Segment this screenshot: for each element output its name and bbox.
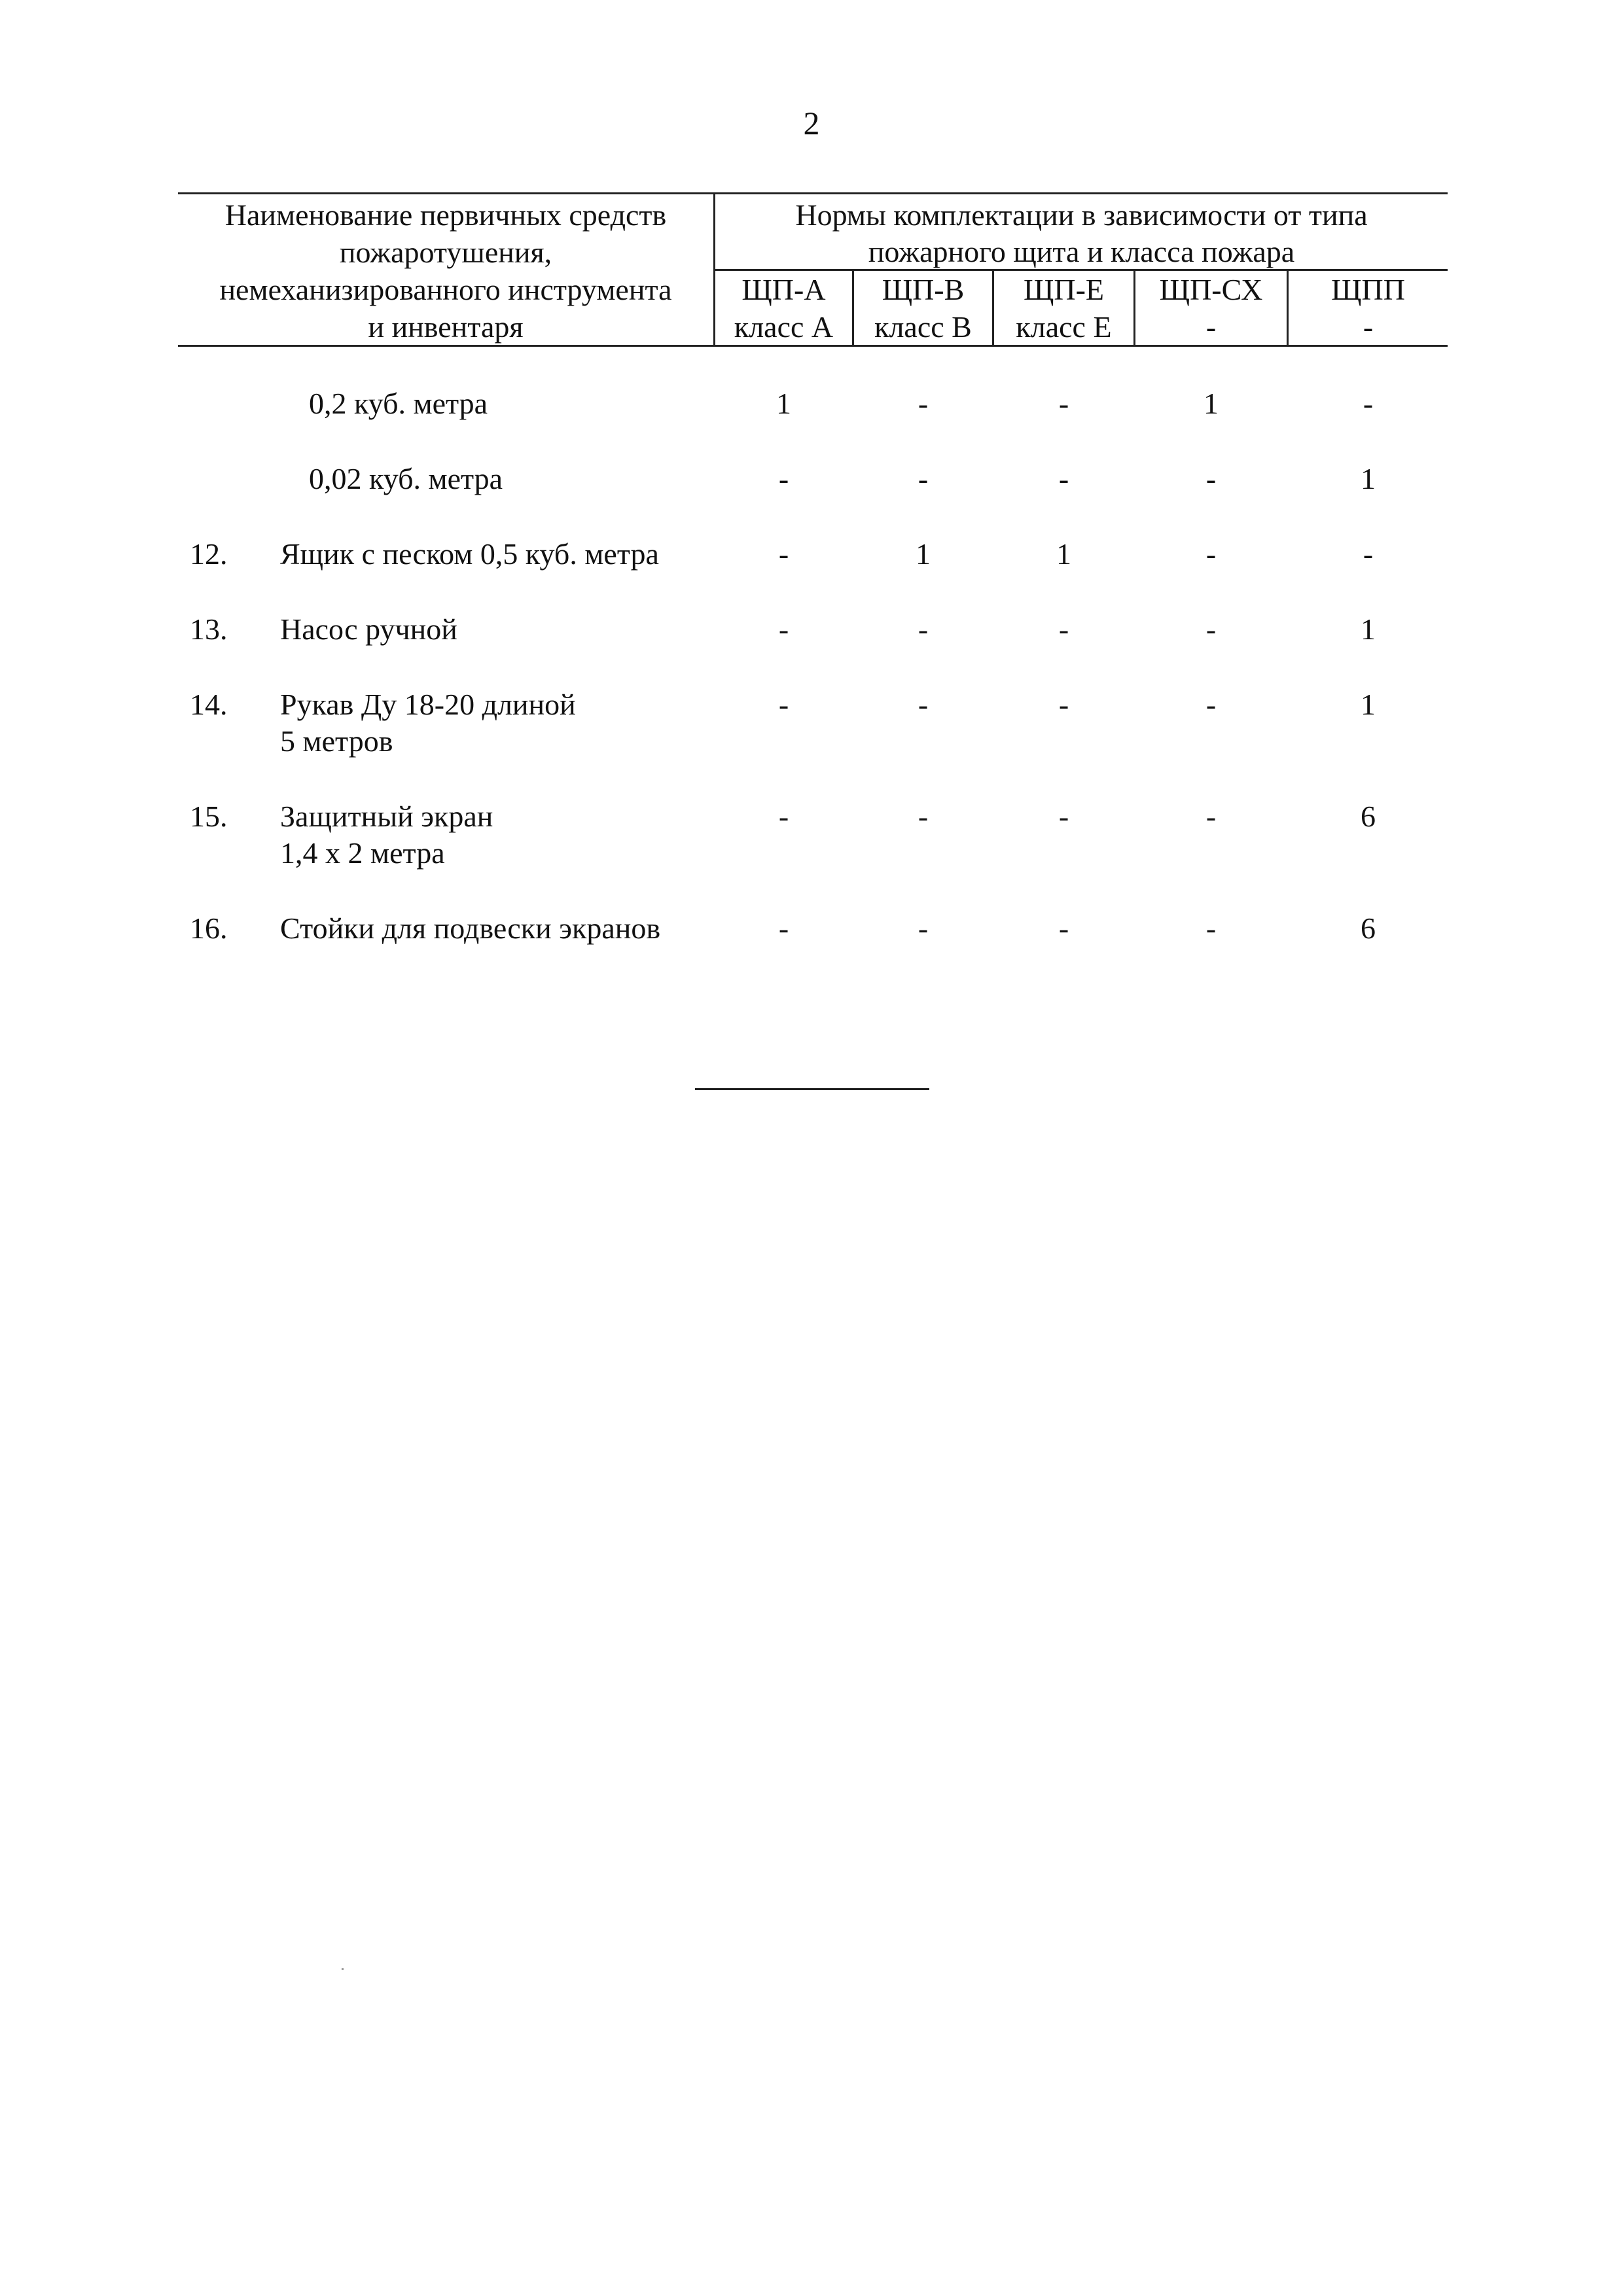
- column-header-shp-sh: ЩП-СХ: [1159, 273, 1263, 306]
- row-value-shp-a: -: [778, 612, 789, 646]
- row-name: Рукав Ду 18-20 длиной: [280, 688, 576, 721]
- row-value-shp-b: -: [918, 612, 929, 646]
- row-number: 15.: [190, 800, 228, 833]
- row-value-shpp: 1: [1361, 612, 1376, 646]
- column-header-shpp: ЩПП: [1331, 273, 1405, 306]
- column-class-a: класс А: [734, 310, 834, 344]
- row-value-shp-e: -: [1058, 800, 1069, 833]
- row-value-shpp: 6: [1361, 911, 1376, 945]
- row-value-shpp: -: [1363, 387, 1374, 420]
- row-value-shp-b: 1: [916, 537, 931, 571]
- row-value-shp-a: -: [778, 800, 789, 833]
- row-value-shp-e: -: [1058, 387, 1069, 420]
- row-value-shp-e: -: [1058, 612, 1069, 646]
- row-name: Ящик с песком 0,5 куб. метра: [280, 537, 659, 571]
- row-value-shpp: 6: [1361, 800, 1376, 833]
- header-left-line-4: и инвентаря: [368, 310, 524, 344]
- row-value-shp-sh: -: [1205, 537, 1217, 571]
- row-value-shp-e: 1: [1056, 537, 1071, 571]
- row-value-shp-sh: -: [1205, 612, 1217, 646]
- row-value-shp-a: -: [778, 688, 789, 721]
- row-name: Стойки для подвески экранов: [280, 911, 661, 945]
- scan-speck: [342, 1968, 344, 1970]
- row-value-shp-e: -: [1058, 688, 1069, 721]
- column-class-sh: -: [1205, 310, 1217, 344]
- row-value-shp-b: -: [918, 387, 929, 420]
- row-value-shp-a: -: [778, 462, 789, 495]
- header-left-line-2: пожаротушения,: [339, 236, 552, 269]
- column-header-shp-a: ЩП-А: [741, 273, 826, 306]
- row-number: 12.: [190, 537, 228, 571]
- column-class-shpp: -: [1363, 310, 1374, 344]
- row-value-shp-e: -: [1058, 462, 1069, 495]
- header-left-line-1: Наименование первичных средств: [224, 198, 667, 232]
- row-value-shp-b: -: [918, 462, 929, 495]
- row-value-shp-b: -: [918, 911, 929, 945]
- row-name: Насос ручной: [280, 612, 457, 646]
- row-name: 0,02 куб. метра: [309, 462, 503, 495]
- row-name: 0,2 куб. метра: [309, 387, 488, 420]
- row-name-continued: 1,4 х 2 метра: [280, 836, 445, 870]
- row-value-shp-b: -: [918, 800, 929, 833]
- row-value-shp-sh: -: [1205, 800, 1217, 833]
- row-value-shp-b: -: [918, 688, 929, 721]
- header-left-line-3: немеханизированного инструмента: [219, 273, 672, 306]
- row-value-shpp: 1: [1361, 688, 1376, 721]
- row-value-shp-a: -: [778, 537, 789, 571]
- column-class-e: класс Е: [1016, 310, 1112, 344]
- header-right-line-2: пожарного щита и класса пожара: [868, 235, 1295, 268]
- row-value-shp-a: 1: [776, 387, 791, 420]
- row-number: 13.: [190, 612, 228, 646]
- row-name-continued: 5 метров: [280, 724, 393, 758]
- row-name: Защитный экран: [280, 800, 493, 833]
- column-header-shp-b: ЩП-В: [882, 273, 965, 306]
- column-class-b: класс В: [874, 310, 972, 344]
- row-value-shpp: -: [1363, 537, 1374, 571]
- row-value-shp-e: -: [1058, 911, 1069, 945]
- row-value-shp-a: -: [778, 911, 789, 945]
- row-value-shp-sh: -: [1205, 688, 1217, 721]
- column-header-shp-e: ЩП-Е: [1023, 273, 1105, 306]
- end-of-document-rule: [695, 1088, 929, 1090]
- row-number: 16.: [190, 911, 228, 945]
- row-value-shpp: 1: [1361, 462, 1376, 495]
- page-number: 2: [803, 105, 820, 141]
- row-value-shp-sh: 1: [1204, 387, 1219, 420]
- row-value-shp-sh: -: [1205, 911, 1217, 945]
- row-number: 14.: [190, 688, 228, 721]
- header-right-line-1: Нормы комплектации в зависимости от типа: [795, 198, 1368, 232]
- table-top-rule: [178, 192, 1448, 194]
- row-value-shp-sh: -: [1205, 462, 1217, 495]
